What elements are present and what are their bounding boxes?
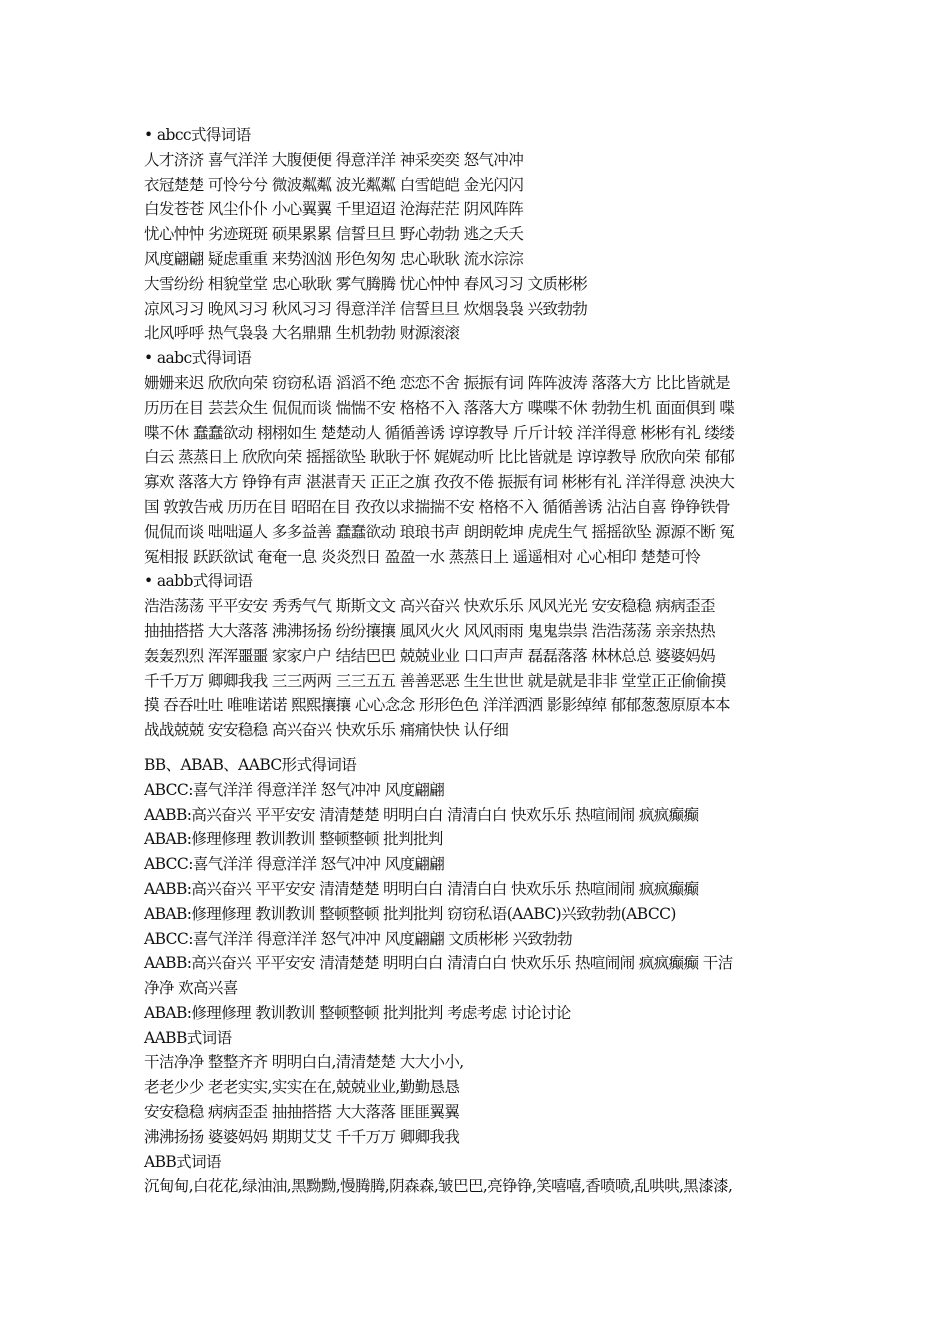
text-line: 大雪纷纷 相貌堂堂 忠心耿耿 雾气腾腾 忧心忡忡 春风习习 文质彬彬	[144, 274, 588, 293]
text-line: 历历在目 芸芸众生 侃侃而谈 惴惴不安 格格不入 落落大方 喋喋不休 勃勃生机 面面俱到 喋	[144, 398, 735, 417]
text-line: 侃侃而谈 咄咄逼人 多多益善 蠢蠢欲动 琅琅书声 朗朗乾坤 虎虎生气 摇摇欲坠 源源不断 冤	[144, 522, 735, 541]
text-line: 沉甸甸,白花花,绿油油,黑黝黝,慢腾腾,阴森森,皱巴巴,亮铮铮,笑嘻嘻,香喷喷,乱哄哄,黑漆漆,	[144, 1177, 733, 1196]
text-line: ABCC:喜气洋洋 得意洋洋 怒气冲冲 风度翩翩 文质彬彬 兴致勃勃	[144, 929, 573, 948]
text-line: 人才济济 喜气洋洋 大腹便便 得意洋洋 神采奕奕 怒气冲冲	[144, 150, 524, 169]
text-line: 净净 欢高兴喜	[144, 979, 238, 998]
text-line: 白发苍苍 风尘仆仆 小心翼翼 千里迢迢 沧海茫茫 阴风阵阵	[144, 200, 524, 219]
section-heading: AABB式词语	[144, 1028, 232, 1047]
paragraph-gap	[144, 743, 815, 753]
text-line: 安安稳稳 病病歪歪 抽抽搭搭 大大落落 匪匪翼翼	[144, 1103, 460, 1122]
text-line: 轰轰烈烈 浑浑噩噩 家家户户 结结巴巴 兢兢业业 口口声声 磊磊落落 林林总总 婆婆妈妈	[144, 646, 716, 665]
section-forms	[144, 753, 815, 1199]
text-line: 浩浩荡荡 平平安安 秀秀气气 斯斯文文 高兴奋兴 快欢乐乐 风风光光 安安稳稳 病病歪歪	[144, 597, 716, 616]
text-line: ABCC:喜气洋洋 得意洋洋 怒气冲冲 风度翩翩	[144, 855, 445, 874]
text-line: ABAB:修理修理 教训教训 整顿整顿 批判批判 窃窃私语(AABC)兴致勃勃(ABCC)	[144, 904, 676, 923]
text-line: 北风呼呼 热气袅袅 大名鼎鼎 生机勃勃 财源滚滚	[144, 324, 460, 343]
text-line: 国 敦敦告戒 历历在目 昭昭在目 孜孜以求揣揣不安 格格不入 循循善诱 沾沾自喜 铮铮铁骨	[144, 497, 730, 516]
text-line: 衣冠楚楚 可怜兮兮 微波粼粼 波光粼粼 白雪皑皑 金光闪闪	[144, 175, 524, 194]
text-line: BB、ABAB、AABC形式得词语	[144, 755, 357, 774]
text-line: 凉风习习 晚风习习 秋风习习 得意洋洋 信誓旦旦 炊烟袅袅 兴致勃勃	[144, 299, 588, 318]
text-line: ABAB:修理修理 教训教训 整顿整顿 批判批判	[144, 830, 443, 849]
text-line: 战战兢兢 安安稳稳 高兴奋兴 快欢乐乐 痛痛快快 认仔细	[144, 721, 509, 740]
text-line: AABB:高兴奋兴 平平安安 清清楚楚 明明白白 清清白白 快欢乐乐 热喧闹闹 疯疯癫癫	[144, 805, 699, 824]
section-aabb	[144, 569, 815, 743]
text-line: AABB:高兴奋兴 平平安安 清清楚楚 明明白白 清清白白 快欢乐乐 热喧闹闹 疯疯癫癫	[144, 879, 699, 898]
section-aabc	[144, 346, 815, 569]
text-line: AABB:高兴奋兴 平平安安 清清楚楚 明明白白 清清白白 快欢乐乐 热喧闹闹 疯疯癫癫 干洁	[144, 954, 733, 973]
text-line: 冤相报 跃跃欲试 奄奄一息 炎炎烈日 盈盈一水 蒸蒸日上 遥遥相对 心心相印 楚楚可怜	[144, 547, 701, 566]
text-line: 沸沸扬扬 婆婆妈妈 期期艾艾 千千万万 卿卿我我	[144, 1127, 460, 1146]
text-line: 干洁净净 整整齐齐 明明白白,清清楚楚 大大小小,	[144, 1053, 464, 1072]
text-line: ABAB:修理修理 教训教训 整顿整顿 批判批判 考虑考虑 讨论讨论	[144, 1003, 571, 1022]
section-heading: • abcc式得词语	[144, 126, 251, 144]
text-line: 白云 蒸蒸日上 欣欣向荣 摇摇欲坠 耿耿于怀 娓娓动听 比比皆就是 谆谆教导 欣欣向荣 郁郁	[144, 448, 735, 467]
text-line: 寡欢 落落大方 铮铮有声 湛湛青天 正正之旗 孜孜不倦 振振有词 彬彬有礼 洋洋得意 泱泱大	[144, 473, 735, 492]
text-line: 风度翩翩 疑虑重重 来势汹汹 形色匆匆 忠心耿耿 流水淙淙	[144, 249, 524, 268]
text-line: 抽抽搭搭 大大落落 沸沸扬扬 纷纷攘攘 風风火火 风风雨雨 鬼鬼祟祟 浩浩荡荡 亲亲热热	[144, 621, 716, 640]
text-line: 千千万万 卿卿我我 三三两两 三三五五 善善恶恶 生生世世 就是就是非非 堂堂正正偷偷摸	[144, 671, 726, 690]
text-line: ABCC:喜气洋洋 得意洋洋 怒气冲冲 风度翩翩	[144, 780, 445, 799]
text-line: 摸 吞吞吐吐 唯唯诺诺 熙熙攘攘 心心念念 形形色色 洋洋洒洒 影影绰绰 郁郁葱葱原原本本	[144, 696, 730, 715]
text-line: 喋不休 蠢蠢欲动 栩栩如生 楚楚动人 循循善诱 谆谆教导 斤斤计较 洋洋得意 彬彬有礼 缕缕	[144, 423, 735, 442]
section-heading: • aabc式得词语	[144, 349, 252, 368]
section-heading: • aabb式得词语	[144, 572, 253, 591]
text-line: 老老少少 老老实实,实实在在,兢兢业业,勤勤恳恳	[144, 1078, 460, 1097]
text-line: 忧心忡忡 劣迹斑斑 硕果累累 信誓旦旦 野心勃勃 逃之夭夭	[144, 225, 524, 244]
section-abcc	[144, 123, 815, 346]
section-heading: ABB式词语	[144, 1152, 221, 1171]
text-line: 姗姗来迟 欣欣向荣 窃窃私语 滔滔不绝 恋恋不舍 振振有词 阵阵波涛 落落大方 比比皆就是	[144, 373, 730, 392]
